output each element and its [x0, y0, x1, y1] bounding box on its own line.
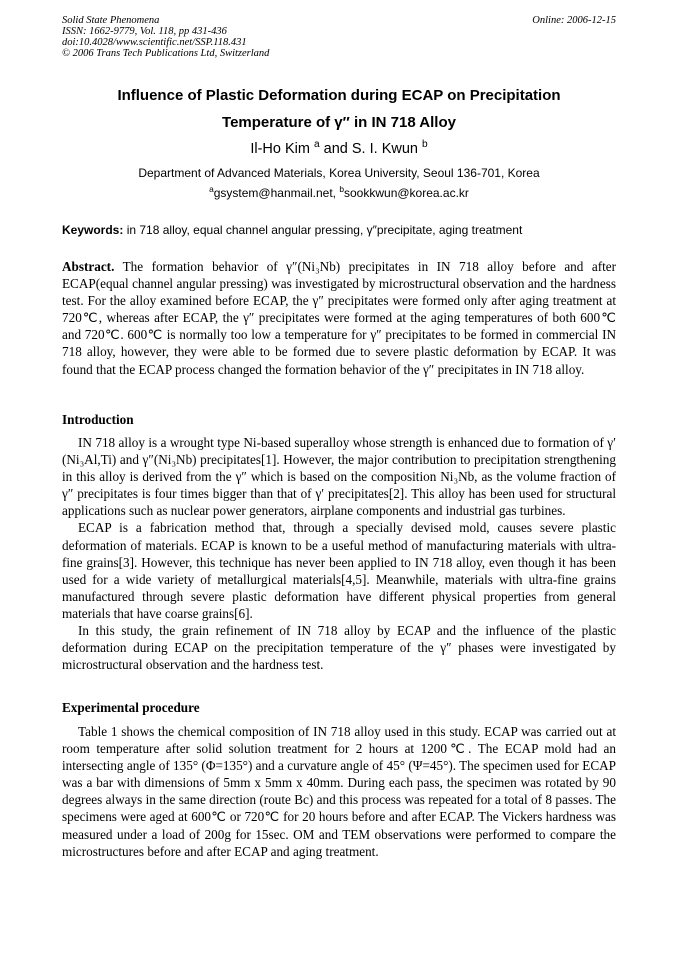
title-line-1: Influence of Plastic Deformation during ECAP on Precipitation — [117, 87, 561, 104]
journal-copyright: © 2006 Trans Tech Publications Ltd, Switzerland — [62, 48, 270, 59]
online-date: Online: 2006-12-15 — [532, 15, 616, 26]
keywords-label: Keywords: — [62, 223, 124, 237]
introduction-paragraph: ECAP is a fabrication method that, through a specially devised mold, causes severe plastic deformation of materials. ECAP is known to be a useful method of manufacturing materials with ultra-fine grains[3]. However, this technique has never been applied to IN 718 alloy, even though it has been used for a wide variety of metallurgical materials[4,5]. Meanwhile, materials with ultra-fine grains manufactured through severe plastic deformation have different physical properties from general materials that have coarse grains[6]. — [62, 520, 616, 621]
abstract-text: The formation behavior of γ″(Ni₃Nb) precipitates in IN 718 alloy before and after ECAP(equal channel angular pressing) was investigated by microstructural observation and the hardness test. For the alloy examined before ECAP, the γ″ precipitates were formed only after aging treatment at 720℃, whereas after ECAP, the γ″ precipitates were formed at the aging temperatures of both 600℃ and 720℃. 600℃ is normally too low a temperature for γ″ precipitates to be formed in commercial IN 718 alloy, however, they were able to be formed due to severe plastic deformation by ECAP. It was found that the ECAP process changed the formation behavior of the γ″ precipitates in IN 718 alloy. — [62, 259, 616, 377]
introduction-paragraph: In this study, the grain refinement of IN 718 alloy by ECAP and the influence of the plastic deformation during ECAP on the precipitation temperature of the γ″ phases were investigated by microstructural observation and the hardness test. — [62, 623, 616, 673]
email-b-mark: b — [339, 184, 344, 194]
introduction-section — [62, 434, 616, 673]
journal-doi: doi:10.4028/www.scientific.net/SSP.118.431 — [62, 37, 247, 48]
email-a-mark: a — [209, 184, 214, 194]
keywords-text: in 718 alloy, equal channel angular pressing, γ″precipitate, aging treatment — [123, 223, 523, 237]
experimental-section — [62, 723, 616, 860]
introduction-paragraph: IN 718 alloy is a wrought type Ni-based superalloy whose strength is enhanced due to formation of γ′(Ni₃Al,Ti) and γ″(Ni₃Nb) precipitates[1]. However, the major contribution to precipitation strengthening in this alloy is derived from the γ″ which is based on the composition Ni₃Nb, as the volume fraction of γ″ precipitates is four times bigger than that of γ′ precipitates[2]. This alloy has been used for structural applications such as nuclear power generators, airplane components and industrial gas turbines. — [62, 435, 616, 519]
paper-title — [62, 82, 616, 136]
author-2: S. I. Kwun — [351, 141, 418, 157]
journal-issn: ISSN: 1662-9779, Vol. 118, pp 431-436 — [62, 26, 227, 37]
author-1-affil-mark: a — [314, 139, 320, 151]
author-list — [62, 140, 616, 158]
title-line-2: Temperature of γ″ in IN 718 Alloy — [222, 114, 456, 131]
author-emails — [62, 185, 616, 201]
abstract-label: Abstract. — [62, 259, 115, 274]
journal-name: Solid State Phenomena — [62, 15, 160, 26]
affiliation: Department of Advanced Materials, Korea University, Seoul 136-701, Korea — [138, 166, 540, 180]
email-b[interactable]: sookkwun@korea.ac.kr — [344, 186, 469, 200]
author-conjunction: and — [319, 141, 352, 157]
author-2-affil-mark: b — [422, 139, 428, 151]
experimental-paragraph: Table 1 shows the chemical composition of IN 718 alloy used in this study. ECAP was carried out at room temperature after solid solution treatment for 2 hours at 1200℃. The ECAP mold had an intersecting angle of 135° (Φ=135°) and a curvature angle of 45° (Ψ=45°). The specimen used for ECAP was a bar with dimensions of 5mm x 5mm x 40mm. During each pass, the specimen was rotated by 90 degrees always in the same direction (route Bc) and this process was repeated for a total of 8 passes. The specimens were aged at 600℃ or 720℃ for 20 hours before and after ECAP. The Vickers hardness was measured under a load of 200g for 15sec. OM and TEM observations were performed to compare the microstructures before and after ECAP and aging treatment. — [62, 724, 616, 859]
experimental-heading: Experimental procedure — [62, 700, 200, 715]
author-1: Il-Ho Kim — [250, 141, 310, 157]
abstract — [62, 258, 616, 378]
introduction-heading: Introduction — [62, 412, 134, 427]
keywords — [62, 222, 616, 238]
journal-header — [62, 15, 616, 59]
email-a[interactable]: gsystem@hanmail.net, — [213, 186, 340, 200]
